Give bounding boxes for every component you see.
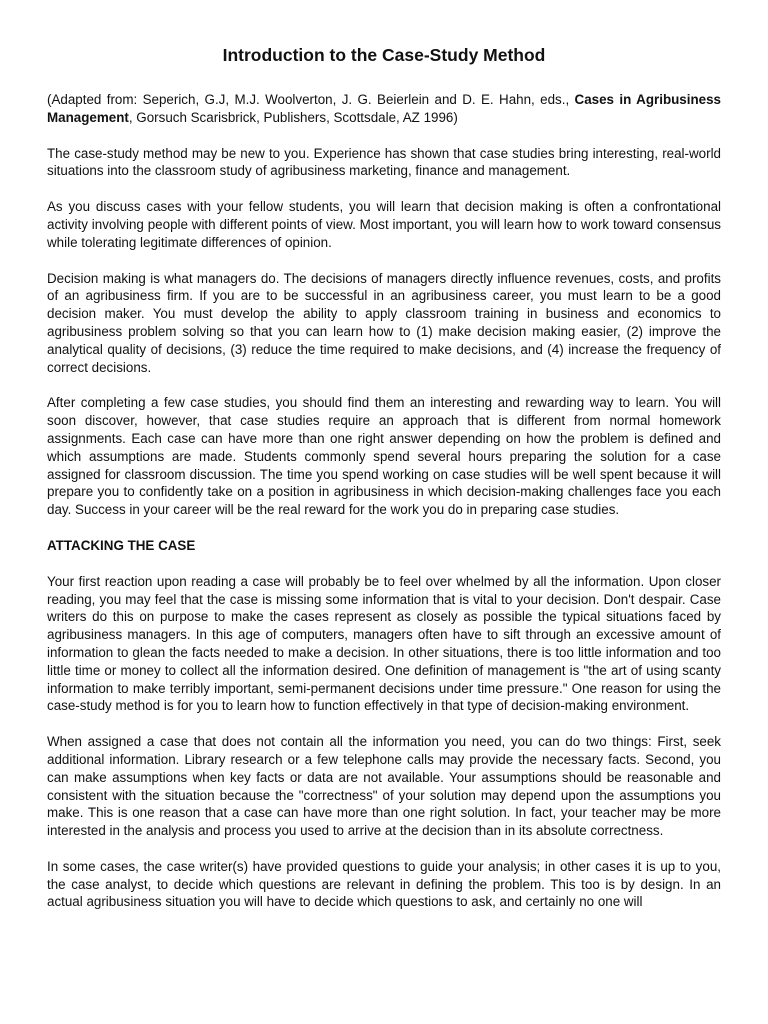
citation [47, 91, 721, 127]
paragraph: After completing a few case studies, you should find them an interesting and rewarding way to learn. You will soon discover, however, that case studies require an approach that is different from normal homework assignments. Each case can have more than one right answer depending on how the problem is defined and which assumptions are made. Students commonly spend several hours preparing the solution for a case assigned for classroom discussion. The time you spend working on case studies will be well spent because it will prepare you to confidently take on a position in agribusiness in which decision-making challenges face you each day. Success in your career will be the real reward for the work you do in preparing case studies. [47, 395, 721, 518]
paragraph: When assigned a case that does not contain all the information you need, you can do two things: First, seek additional information. Library research or a few telephone calls may provide the necessary facts. Second, you can make assumptions when key facts or data are not available. Your assumptions should be reasonable and consistent with the situation because the "correctness" of your solution may depend upon the assumptions you make. This is one reason that a case can have more than one right solution. In fact, your teacher may be more interested in the analysis and process you used to arrive at the decision than in its absolute correctness. [47, 734, 721, 839]
paragraph: As you discuss cases with your fellow students, you will learn that decision making is often a confrontational activity involving people with different points of view. Most important, you will learn how to work toward consensus while tolerating legitimate differences of opinion. [47, 199, 721, 250]
paragraph: The case-study method may be new to you. Experience has shown that case studies bring interesting, real-world situations into the classroom study of agribusiness marketing, finance and management. [47, 145, 721, 179]
section-heading: ATTACKING THE CASE [47, 537, 196, 553]
citation-book-title: Cases in Agribusiness Management [47, 92, 721, 125]
page-title: Introduction to the Case-Study Method [222, 45, 546, 65]
paragraph: Decision making is what managers do. The decisions of managers directly influence revenues, costs, and profits of an agribusiness firm. If you are to be successful in an agribusiness career, you must learn to be a good decision maker. You must develop the ability to apply classroom training in business and economics to agribusiness problem solving so that you can learn how to (1) make decision making easier, (2) improve the analytical quality of decisions, (3) reduce the time required to make decisions, and (4) increase the frequency of correct decisions. [47, 270, 721, 375]
citation-suffix: , Gorsuch Scarisbrick, Publishers, Scottsdale, AZ 1996) [128, 109, 458, 125]
paragraph: In some cases, the case writer(s) have provided questions to guide your analysis; in other cases it is up to you, the case analyst, to decide which questions are relevant in defining the problem. This too is by design. In an actual agribusiness situation you will have to decide which questions to ask, and certainly no one will [47, 858, 721, 910]
paragraph: Your first reaction upon reading a case will probably be to feel over whelmed by all the information. Upon closer reading, you may feel that the case is missing some information that is vital to your decision. Don't despair. Case writers do this on purpose to make the cases represent as closely as possible the typical situations faced by agribusiness managers. In this age of computers, managers often have to sift through an excessive amount of information to glean the facts needed to make a decision. In other situations, there is too little information and too little time or money to collect all the information desired. One definition of management is "the art of using scanty information to make terribly important, semi-permanent decisions under time pressure." One reason for using the case-study method is for you to learn how to function effectively in that type of decision-making environment. [47, 573, 721, 714]
citation-prefix: (Adapted from: Seperich, G.J, M.J. Woolverton, J. G. Beierlein and D. E. Hahn, eds., [47, 92, 575, 107]
